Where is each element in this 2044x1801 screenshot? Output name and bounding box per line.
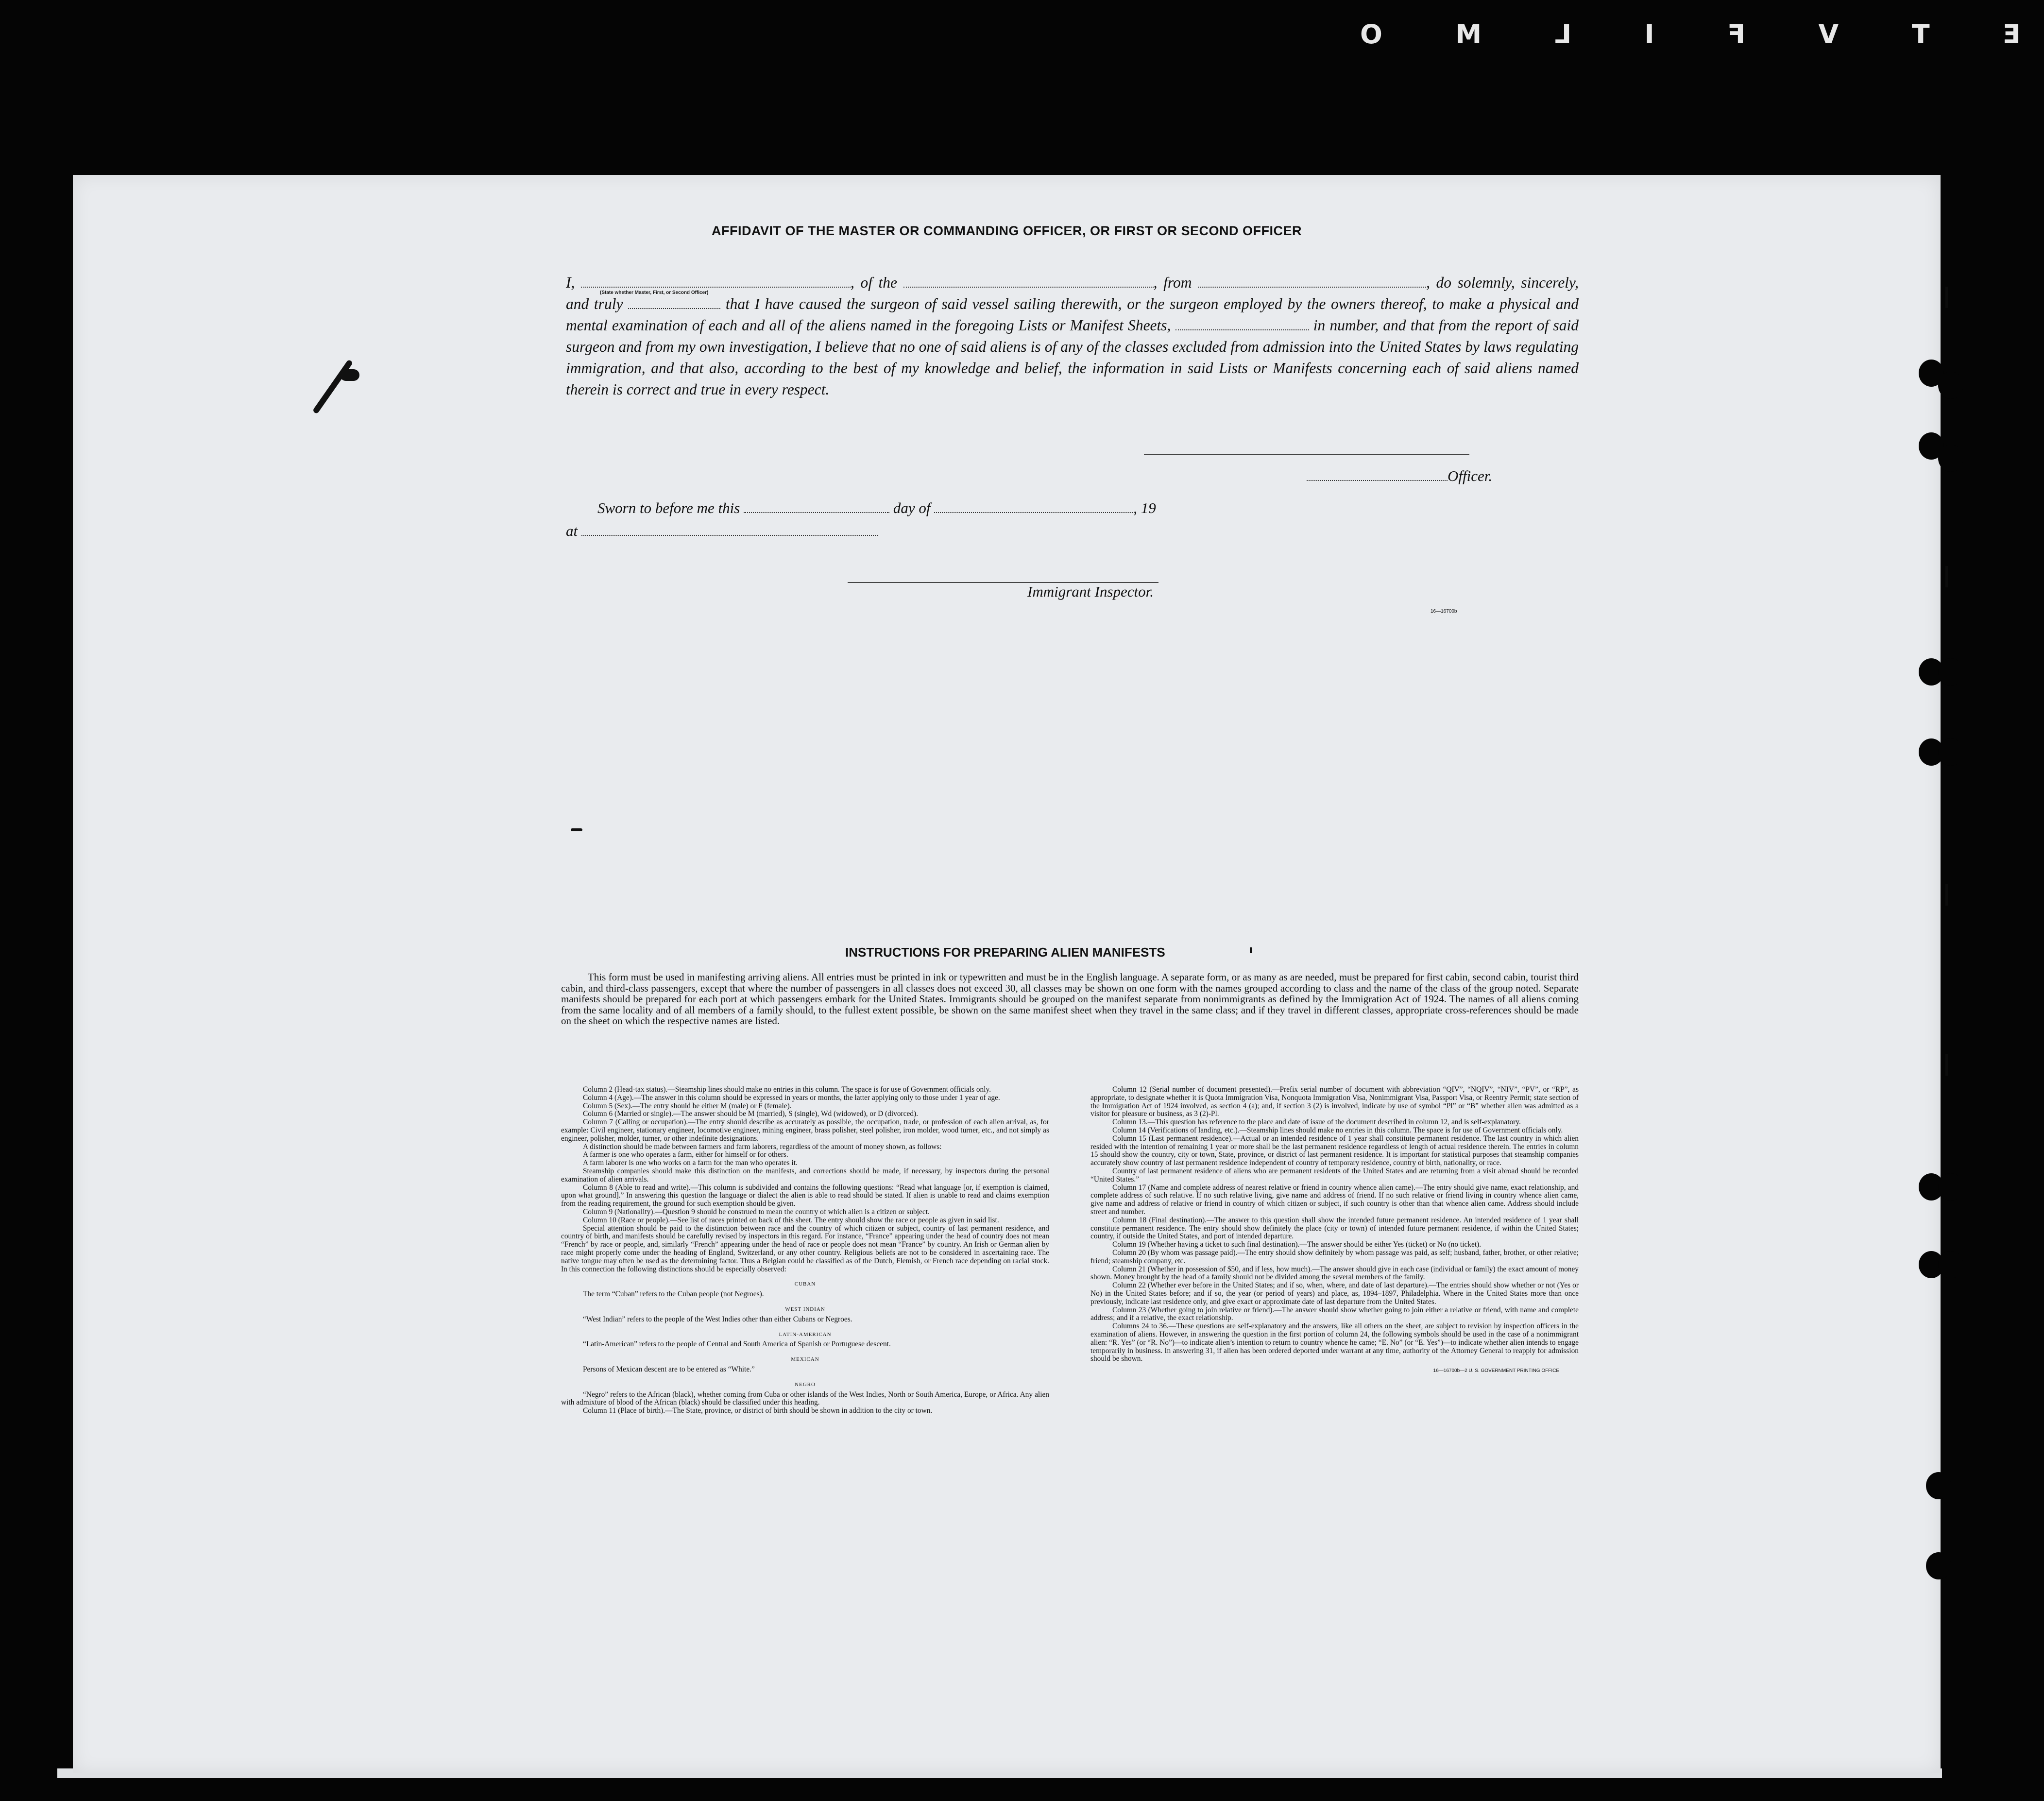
instruction-paragraph: Column 2 (Head-tax status).—Steamship lines should make no entries in this column. The space is for use of Government officials only. [583, 1085, 991, 1094]
instruction-paragraph: Column 20 (By whom was passage paid).—The entry should show definitely by whom passage was paid, as self; husband, father, brother, or other relative; friend; steamship company, etc. [1090, 1248, 1579, 1265]
affidavit-word: , from [1153, 274, 1192, 291]
footer-code: 16—16700b—2 U. S. GOVERNMENT PRINTING OFFICE [1433, 1368, 1559, 1374]
instruction-paragraph: Column 22 (Whether ever before in the United States; and if so, when, where, and date of last departure).—The entries should show whether or not (Yes or No) in the United States before; and if so, the year (or period of years) and place, as, 1894–1897, Philadelphia. Where in the United States more than once previously, indicate last residence only, and give exact or approximate date of last departure from the United States. [1090, 1281, 1579, 1306]
instruction-paragraph: The term “Cuban” refers to the Cuban people (not Negroes). [583, 1290, 764, 1299]
instruction-paragraph: Column 4 (Age).—The answer in this column should be expressed in years or months, the latter applying only to those under 1 year of age. [583, 1093, 1000, 1102]
instructions-intro: This form must be used in manifesting arriving aliens. All entries must be printed in ink or typewritten and must be in the English language. A separate form, or as many as are needed, must be prepared for first cabin, second cabin, tourist third cabin, and third-class passengers, except that where the number of passengers in all classes does not exceed 30, all classes may be shown on one form with the names grouped according to class and the name of the class of the group noted. Separate manifests should be prepared for each port at which passengers embark for the United States. Immigrants should be grouped on the manifest separate from nonimmigrants as defined by the Immigration Act of 1924. The names of all aliens coming from the same locality and of all members of a family should, to the fullest extent possible, be shown on the same manifest sheet when they travel in the same class; and if they travel in different classes, appropriate cross-references should be made on the sheet on which the respective names are listed. [561, 971, 1579, 1027]
binder-hole [1938, 372, 1963, 399]
sworn-place-field[interactable] [581, 524, 878, 536]
affidavit-word: in number, and that from the report of said surgeon and from my own investigation, I believe that no one of said aliens is of any of the classes excluded from admission into the United States by laws regulating immigration, and that also, according to the best of my knowledge and belief, the information in said Lists or Manifests concerning each of said aliens named therein is correct and true in every respect. [566, 317, 1579, 398]
instruction-paragraph: Country of last permanent residence of aliens who are permanent residents of the United States and are returning from a visit abroad should be recorded “United States.” [1090, 1166, 1579, 1184]
inspector-label: Immigrant Inspector. [1027, 583, 1154, 600]
instruction-paragraph: Column 9 (Nationality).—Question 9 should be construed to mean the country of which alien is a citizen or subject. [583, 1207, 930, 1216]
ink-dot [1250, 947, 1252, 953]
officer-label-text: Officer. [1448, 467, 1493, 484]
instructions-right-column [1090, 1086, 1579, 1375]
instruction-paragraph: Column 14 (Verifications of landing, etc.).—Steamship lines should make no entries in this column. The space is for use of Government officials only. [1112, 1126, 1563, 1134]
instruction-paragraph: A farmer is one who operates a farm, either for himself or for others. [583, 1150, 788, 1159]
sworn-day-field[interactable] [744, 501, 889, 513]
instruction-paragraph: A farm laborer is one who works on a farm for the man who operates it. [583, 1159, 798, 1167]
instruction-paragraph: Columns 24 to 36.—These questions are self-explanatory and the answers, like all others on the sheet, are subject to revision by inspection officers in the examination of aliens. However, in answering the question in the first portion of column 24, the following symbols should be used in the case of a nonimmigrant alien: “R. Yes” (or “R. No”)—to indicate alien’s intention to return to country whence he came; “E. No” (or “E. Yes”)—to indicate whether alien intends to engage temporarily in business. In answering 31, if alien has been ordered deported under warrant at any time, authority of the Attorney General to reapply for admission should be shown. [1090, 1322, 1579, 1363]
film-letter: V [1818, 18, 1839, 50]
instruction-paragraph: Column 17 (Name and complete address of nearest relative or friend in country whence alien came).—The entry should give name, exact relationship, and complete address of such relative. If no such relative living, give name and address of friend. If no such relative or friend living in country whence alien came, give name and address of relative or friend in country of which citizen or subject, if such country is other than that whence alien came. Address should include street and number. [1090, 1183, 1579, 1216]
instruction-paragraph: Column 21 (Whether in possession of $50, and if less, how much).—The answer should give in each case (individual or family) the exact amount of money shown. Money brought by the head of a family should not be divided among the several members of the family. [1090, 1265, 1579, 1282]
instructions-title: INSTRUCTIONS FOR PREPARING ALIEN MANIFESTS [845, 945, 1165, 960]
binder-hole [1926, 1472, 1951, 1499]
officer-title-field[interactable] [1307, 469, 1448, 481]
port-from-field[interactable] [1198, 276, 1426, 288]
section-heading: NEGRO [795, 1381, 816, 1388]
ink-smudge [571, 828, 582, 831]
instruction-paragraph: Column 8 (Able to read and write).—This column is subdivided and contains the following questions: “Read what language [or, if exemption is claimed, upon what ground].” In answering this question the language or dialect the alien is able to read should be stated. If alien is unable to read and claims exemption from the reading requirement, the ground for such exemption should be given. [561, 1183, 1049, 1208]
instruction-paragraph: Column 10 (Race or people).—See list of races printed on back of this sheet. The entry should show the race or people as given in said list. [583, 1216, 999, 1224]
section-heading: CUBAN [794, 1281, 816, 1287]
ink-smudge [312, 359, 353, 414]
instruction-paragraph: Column 6 (Married or single).—The answer should be M (married), S (single), Wd (widowed), or D (divorced). [583, 1110, 918, 1118]
instruction-paragraph: Column 13.—This question has reference to the place and date of issue of the document described in column 12, and is self-explanatory. [1112, 1118, 1521, 1127]
film-letter: E [2003, 18, 2021, 50]
section-heading: LATIN-AMERICAN [779, 1331, 832, 1338]
instruction-paragraph: Column 5 (Sex).—The entry should be either M (male) or F (female). [583, 1101, 792, 1110]
binder-hole [1938, 738, 1963, 766]
year-text: , 19 [1133, 499, 1156, 516]
instruction-paragraph: Persons of Mexican descent are to be entered as “White.” [583, 1365, 755, 1373]
section-heading: WEST INDIAN [785, 1306, 825, 1312]
rank-field-note: (State whether Master, First, or Second Officer) [600, 290, 709, 295]
film-letter: I [1644, 18, 1654, 50]
film-letter: T [1911, 18, 1930, 50]
section-heading: MEXICAN [791, 1356, 819, 1363]
edge-mark [1945, 287, 1948, 308]
officer-rank-field[interactable] [581, 276, 851, 288]
instructions-left-column [561, 1086, 1049, 1415]
affidavit-text [566, 272, 1579, 400]
binder-hole [1938, 445, 1963, 472]
edge-mark [1945, 884, 1948, 906]
sworn-text: Sworn to before me this [597, 499, 740, 516]
sworn-month-field[interactable] [934, 501, 1133, 513]
binder-hole [1926, 1552, 1951, 1579]
affidavit-word: , of the [850, 274, 898, 291]
affidavit-title: AFFIDAVIT OF THE MASTER OR COMMANDING OFFICER, OR FIRST OR SECOND OFFICER [712, 223, 1302, 238]
officer-label [1307, 467, 1492, 485]
edge-mark [1945, 566, 1948, 587]
film-letter: L [1554, 18, 1572, 50]
day-of-text: day of [893, 499, 931, 516]
film-strip-lettering [1360, 15, 2021, 53]
film-letter: M [1455, 18, 1482, 50]
film-letter: F [1727, 18, 1746, 50]
instruction-paragraph: A distinction should be made between farmers and farm laborers, regardless of the amount of money shown, as follows: [583, 1142, 942, 1151]
truly-field[interactable] [628, 297, 720, 309]
affidavit-word: that I have caused the surgeon of said vessel sailing therewith, or the surgeon employed by the owners thereof, to make a physical and mental examination of each and all of the aliens named in the foregoing Lists or Manifest Sheets, [566, 295, 1579, 334]
affidavit-word: solemnly, sincerely, and truly [566, 274, 1579, 312]
instruction-paragraph: Column 18 (Final destination).—The answer to this question shall show the intended future permanent residence. An intended residence of 1 year shall constitute permanent residence. The entry should show definitely the place (city or town) of intended future permanent residence, if within the United States; country, if outside the United States, and port of intended departure. [1090, 1216, 1579, 1241]
sworn-line [597, 499, 1156, 517]
document-page [73, 175, 1941, 1773]
instruction-paragraph: “Latin-American” refers to the people of Central and South America of Spanish or Portuguese descent. [583, 1340, 891, 1349]
binder-hole [1938, 658, 1963, 686]
edge-mark [1945, 1054, 1948, 1076]
at-text: at [566, 522, 578, 539]
instruction-paragraph: “Negro” refers to the African (black), whether coming from Cuba or other islands of the West Indies, North or South America, Europe, or Africa. Any alien with admixture of blood of the African (black) should be classified under this heading. [561, 1390, 1049, 1407]
instruction-paragraph: Column 23 (Whether going to join relative or friend).—The answer should show whether going to join either a relative or friend, with name and complete address; and if a relative, the exact relationship. [1090, 1305, 1579, 1322]
instruction-paragraph: Column 12 (Serial number of document presented).—Prefix serial number of document with abbreviation “QIV”, “NQIV”, “NIV”, “PV”, or “RP”, as appropriate, to designate whether it is Quota Immigration Visa, Nonquota Immigration Visa, Nonimmigrant Visa, Passport Visa, or Reentry Permit; state section of the Immigration Act of 1924 involved, as section 4 (a); and, if section 3 (2) is involved, indicate by use of symbol “Pl” or “B” whether alien was admitted as a visitor for pleasure or business, as 3 (2)-Pl. [1090, 1085, 1579, 1118]
signature-line[interactable] [1144, 454, 1469, 455]
instruction-paragraph: Column 7 (Calling or occupation).—The entry should describe as accurately as possible, the occupation, trade, or profession of each alien arrival, as, for example: Civil engineer, stationary engineer, locomotive engineer, mining engineer, brass polisher, steel polisher, iron molder, wood turner, etc., and not simply as engineer, polisher, molder, turner, or other indefinite designations. [561, 1118, 1049, 1143]
instruction-paragraph: Special attention should be paid to the distinction between race and the country of which citizen or subject, country of last permanent residence, and country of birth, and manifests should be carefully revised by inspectors in this regard. For instance, “France” appearing under the head of country does not mean “French” by race or people, and, similarly “French” appearing under the head of race or people does not mean “France” by country. An Irish or German alien by race might properly come under the heading of England, Switzerland, or any other country. Religious beliefs are not to be considered in ascertaining race. The native tongue may often be used as the determining factor. Thus a Belgian could be classified as of the Dutch, Flemish, or French race depending on racial stock. In this connection the following distinctions should be especially observed: [561, 1224, 1049, 1273]
alien-count-field[interactable] [1175, 319, 1309, 330]
at-line [566, 522, 878, 540]
instruction-paragraph: Steamship companies should make this distinction on the manifests, and corrections should be made, if necessary, by inspectors during the personal examination of alien arrivals. [561, 1166, 1049, 1184]
film-letter: O [1360, 18, 1382, 50]
form-code: 16—16700b [1431, 609, 1457, 614]
affidavit-word: I, [566, 274, 575, 291]
instruction-paragraph: Column 19 (Whether having a ticket to such final destination).—The answer should be either Yes (ticket) or No (no ticket). [1112, 1240, 1482, 1249]
binder-hole [1938, 1173, 1963, 1201]
affidavit-word: , do [1426, 274, 1452, 291]
vessel-field[interactable] [903, 276, 1154, 288]
instruction-paragraph: Column 11 (Place of birth).—The State, province, or district of birth should be shown in addition to the city or town. [583, 1406, 933, 1415]
instruction-paragraph: Column 15 (Last permanent residence).—Actual or an intended residence of 1 year shall constitute permanent residence. The last country in which alien resided with the intention of remaining 1 year or more shall be the last permanent residence regardless of length of actual residence therein. The entries in column 15 should show the country, city or town, State, province, or district of last permanent residence. It is important for statistical purposes that steamship companies accurately show country of last permanent residence independent of country of temporary residence, country of birth, nationality, or race. [1090, 1134, 1579, 1167]
binder-hole [1938, 1251, 1963, 1278]
ink-smudge [340, 369, 359, 381]
instruction-paragraph: “West Indian” refers to the people of the West Indies other than either Cubans or Negroes. [583, 1315, 852, 1323]
